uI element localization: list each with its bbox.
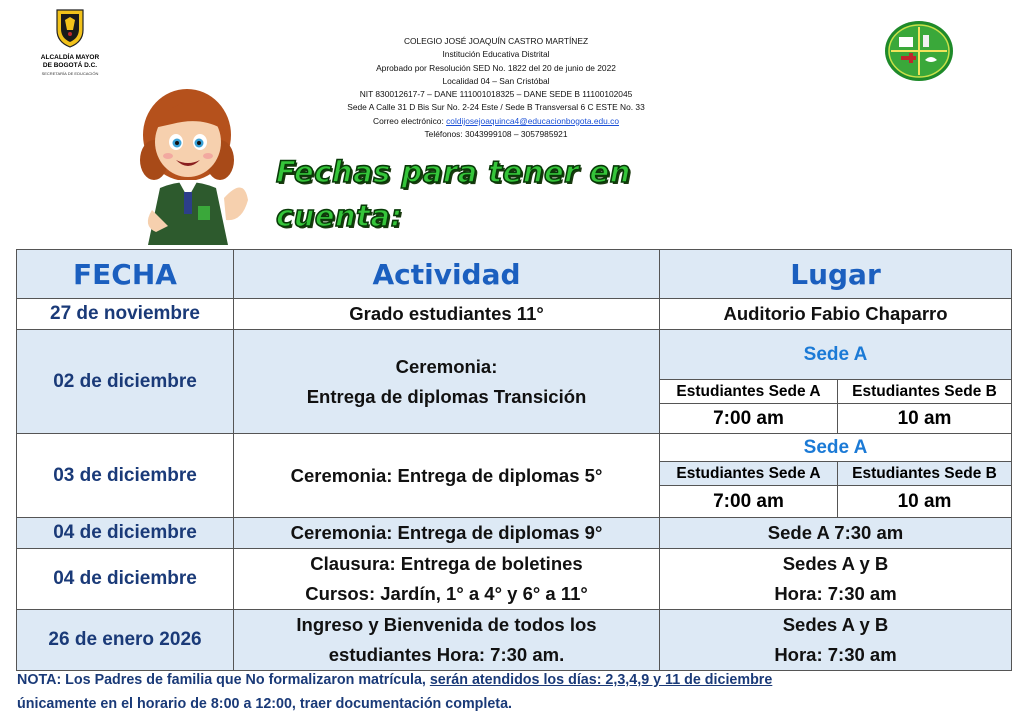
school-approval: Aprobado por Resolución SED No. 1822 del 20 de junio de 2022	[376, 62, 616, 73]
logo-line3: SECRETARÍA DE EDUCACIÓN	[41, 71, 99, 76]
table-row	[17, 330, 1012, 380]
row5-place-line1: Sedes A y B	[782, 553, 889, 574]
row5-place-line2: Hora: 7:30 am	[774, 583, 897, 604]
row2-date: 02 de diciembre	[17, 330, 234, 434]
row5-date: 04 de diciembre	[17, 549, 234, 610]
row3-col-a: Estudiantes Sede A	[660, 462, 838, 486]
row3-activity: Ceremonia: Entrega de diplomas 5°	[234, 434, 660, 518]
logo-line1: ALCALDÍA MAYOR	[40, 54, 100, 61]
table-row	[17, 518, 1012, 549]
row1-place: Auditorio Fabio Chaparro	[660, 299, 1012, 330]
row6-activity-line2: estudiantes Hora: 7:30 am.	[328, 644, 565, 665]
page-title: Fechas para tener en cuenta:	[276, 155, 631, 233]
note-line2: únicamente en el horario de 8:00 a 12:00, traer documentación completa.	[17, 696, 512, 712]
row6-place-line2: Hora: 7:30 am	[774, 644, 897, 665]
email-link[interactable]: coldijosejoaquinca4@educacionbogota.edu.co	[446, 115, 619, 126]
table-row	[17, 610, 1012, 671]
logo-line2: DE BOGOTÁ D.C.	[42, 62, 98, 69]
row4-activity: Ceremonia: Entrega de diplomas 9°	[234, 518, 660, 549]
school-phones: Teléfonos: 3043999108 – 3057985921	[424, 129, 568, 140]
row2-activity-line2: Entrega de diplomas Transición	[306, 385, 587, 407]
note-underlined: serán atendidos los días: 2,3,4,9 y 11 de diciembre	[429, 672, 773, 688]
row2-col-b: Estudiantes Sede B	[838, 380, 1012, 404]
header-fecha: FECHA	[17, 250, 234, 299]
school-sedes: Sede A Calle 31 D Bis Sur No. 2-24 Este / Sede B Transversal 6 C ESTE No. 33	[347, 102, 645, 113]
header-lugar: Lugar	[660, 250, 1012, 299]
school-header	[290, 35, 702, 141]
note-line1	[17, 668, 1007, 692]
row6-activity	[234, 610, 660, 671]
table-row	[17, 549, 1012, 610]
row3-sede: Sede A	[660, 434, 1012, 462]
row2-activity	[234, 330, 660, 434]
school-nit: NIT 830012617-7 – DANE 111001018325 – DANE SEDE B 11100102045	[359, 89, 633, 100]
coat-of-arms-icon	[53, 8, 87, 48]
school-locality: Localidad 04 – San Cristóbal	[442, 75, 550, 86]
note-text	[17, 668, 1007, 716]
student-girl-illustration	[132, 80, 252, 245]
row2-time-b: 10 am	[838, 404, 1012, 434]
row5-activity	[234, 549, 660, 610]
row4-date: 04 de diciembre	[17, 518, 234, 549]
row2-col-a: Estudiantes Sede A	[660, 380, 838, 404]
row1-activity: Grado estudiantes 11°	[234, 299, 660, 330]
row6-place-line1: Sedes A y B	[782, 614, 889, 635]
table-row	[17, 434, 1012, 462]
row2-time-a: 7:00 am	[660, 404, 838, 434]
table-header-row	[17, 250, 1012, 299]
table-row	[17, 299, 1012, 330]
row2-activity-line1: Ceremonia:	[395, 355, 498, 377]
row3-col-b: Estudiantes Sede B	[838, 462, 1012, 486]
row5-activity-line2: Cursos: Jardín, 1° a 4° y 6° a 11°	[305, 583, 588, 604]
row3-time-b: 10 am	[838, 486, 1012, 518]
school-type: Institución Educativa Distrital	[442, 49, 550, 60]
school-crest-icon	[883, 20, 955, 82]
row1-date: 27 de noviembre	[17, 299, 234, 330]
email-label: Correo electrónico:	[373, 115, 444, 126]
row6-place	[660, 610, 1012, 671]
row3-date: 03 de diciembre	[17, 434, 234, 518]
schedule-table	[16, 249, 1012, 671]
row6-activity-line1: Ingreso y Bienvenida de todos los	[296, 614, 597, 635]
bogota-logo	[30, 8, 110, 76]
note-part1: NOTA: Los Padres de familia que No formalizaron matrícula,	[17, 672, 430, 688]
row4-place: Sede A 7:30 am	[660, 518, 1012, 549]
row6-date: 26 de enero 2026	[17, 610, 234, 671]
row3-time-a: 7:00 am	[660, 486, 838, 518]
header-actividad: Actividad	[234, 250, 660, 299]
school-name: COLEGIO JOSÉ JOAQUÍN CASTRO MARTÍNEZ	[403, 36, 589, 46]
row2-sede: Sede A	[660, 330, 1012, 380]
school-email-line	[290, 115, 702, 128]
row5-place	[660, 549, 1012, 610]
row5-activity-line1: Clausura: Entrega de boletines	[310, 553, 583, 574]
